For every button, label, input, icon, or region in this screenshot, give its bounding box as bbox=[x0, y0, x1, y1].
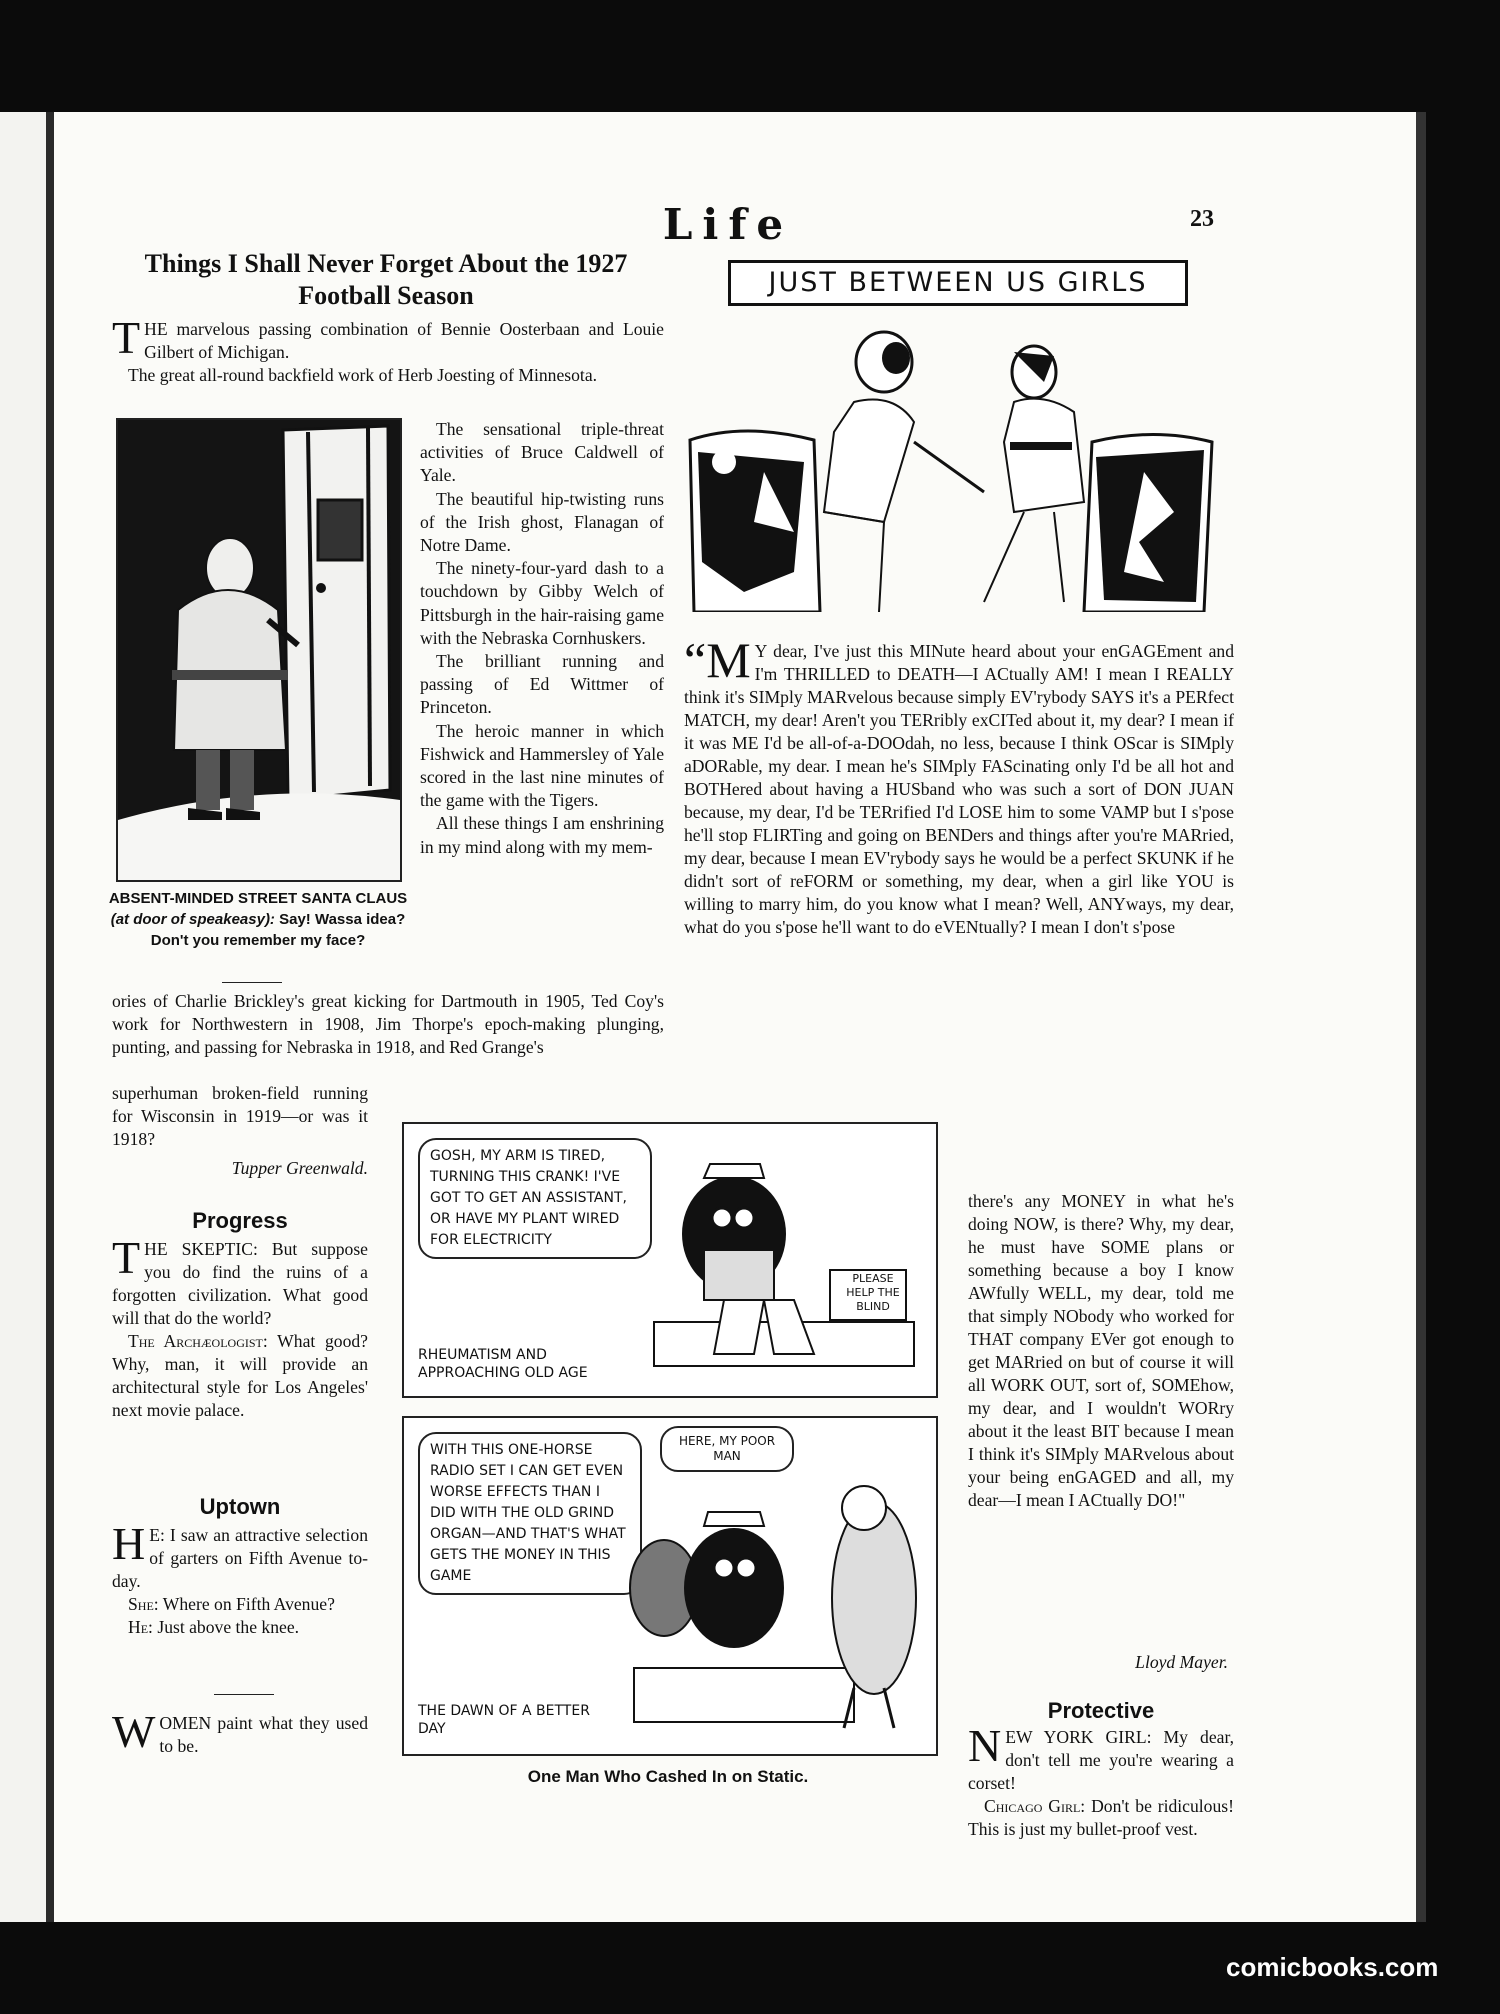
panel2-speech-bubble: WITH THIS ONE-HORSE RADIO SET I CAN GET EVEN WORSE EFFECTS THAN I DID WITH THE OLD GRIND ORGAN—AND THAT'S WHAT GETS THE MONEY IN THIS GAME bbox=[418, 1432, 642, 1595]
page-edge-shadow bbox=[1416, 112, 1426, 1922]
girls-header-box bbox=[728, 260, 1188, 306]
santa-caption: ABSENT-MINDED STREET SANTA CLAUS (at door of speakeasy): Say! Wassa idea? Don't you remember my face? bbox=[108, 890, 408, 949]
girls-header: JUST BETWEEN US GIRLS bbox=[768, 267, 1148, 298]
divider bbox=[222, 982, 282, 983]
masthead: Life bbox=[662, 200, 794, 249]
previous-page-edge bbox=[0, 112, 46, 1922]
panel2-speech-bubble-2: HERE, MY POOR MAN bbox=[660, 1426, 794, 1472]
uptown-title: Uptown bbox=[199, 1494, 281, 1519]
girls-signature: Lloyd Mayer. bbox=[1135, 1652, 1228, 1672]
girls-p1: Y dear, I've just this MINute heard about your enGAGEment and I'm THRILLED to DEATH—I ACtually AM! I mean I REALLY think it's SIMply MARvelous because simply EV'rybody SAYS it's a PERfect MATCH, my dear! Aren't you TERribly exCITed about it, my dear? I mean if it was ME I'd be all-of-a-DOOdah, no less, because I think OScar is SIMply aDORable, my dear. I mean he's SIMply FAScinating only I'd be all hot and BOTHered about having a HUSband who was such a sort of DON JUAN because, my dear, I'd be TERrified I'd LOSE him to some VAMP but I s'pose he'll stop FLIRTing and going on BENDers and things after you're MARried, my dear, because I mean EV'rybody says he would be a perfect SKUNK if he didn't sort of reFORM or something, my dear, when a girl like YOU is willing to marry him, do you know what I mean? Well, ANYways, my dear, what do you s'pose he'll want to do eVENtually? I mean I don't s'pose bbox=[684, 641, 1234, 937]
football-intro bbox=[112, 312, 664, 387]
girls-body: “M Y dear, I've just this MINute heard about your enGAGEment and I'm THRILLED to DEATH—I ACtually AM! I mean I REALLY think it's SIMply MARvelous because simply EV'rybody SAYS it's a PERfect MATCH, my dear! Aren't you TERribly exCITed about it, my dear? I mean if it was ME I'd be all-of-a-DOOdah, no less, because I think OScar is SIMply aDORable, my dear. I mean he's SIMply FAScinating only I'd be all hot and BOTHered about having a HUSband who was such a sort of DON JUAN because, my dear, I'd be TERrified I'd LOSE him to some VAMP but I s'pose he'll stop FLIRTing and going on BENDers and things after you're MARried, my dear, because I mean EV'rybody says he would be a perfect SKUNK if he didn't sort of reFORM or something, my dear, when a girl like YOU is willing to marry him, do you know what I mean? Well, ANYways, my dear, what do you s'pose he'll want to do eVENtually? I mean I don't s'pose bbox=[684, 632, 1234, 937]
page-number: 23 bbox=[1190, 206, 1214, 232]
comic-panel-2 bbox=[402, 1416, 938, 1756]
uptown-body: H E: I saw an attractive selection of garters on Fifth Avenue to-day. She: Where on Fifth Avenue? He: Just above the knee. bbox=[112, 1518, 368, 1637]
football-signature: Tupper Greenwald. bbox=[231, 1158, 368, 1178]
organ-grinder-figure bbox=[644, 1154, 934, 1374]
girls-illustration bbox=[684, 312, 1224, 612]
santa-cartoon bbox=[116, 418, 402, 882]
watermark: comicbooks.com bbox=[1226, 1952, 1439, 1982]
panel1-label: RHEUMATISM AND APPROACHING OLD AGE bbox=[418, 1347, 588, 1381]
football-p3: The sensational triple-threat activities of Bruce Caldwell of Yale. bbox=[420, 419, 664, 486]
panel1-sign: PLEASE HELP THE BLIND bbox=[846, 1272, 900, 1313]
comic-panel-1 bbox=[402, 1122, 938, 1398]
girls-p2: there's any MONEY in what he's doing NOW, is there? Why, my dear, he must have SOME plans or something because a boy I know AWfully WELL, my dear, told me that simply NObody who worked for THAT company EVer got enough to get MARried on but of course it will all WORK OUT, sort of, SOMEhow, my dear, and I wouldn't WORry about it the least BIT because I mean I think it's SIMply MARvelous about your being enGAGED and all, my dear—I mean I ACtually DO!" bbox=[968, 1191, 1234, 1510]
protective-title: Protective bbox=[1047, 1698, 1155, 1723]
progress-title: Progress bbox=[192, 1208, 288, 1233]
football-p8c: superhuman broken-field running for Wisconsin in 1919—or was it 1918? bbox=[112, 1083, 368, 1149]
comic-caption: One Man Who Cashed In on Static. bbox=[527, 1767, 809, 1786]
football-headline: Things I Shall Never Forget About the 1927 Football Season bbox=[144, 249, 628, 310]
women-joke: WOMEN paint what they used to be. bbox=[112, 1706, 368, 1757]
football-p8b: ories of Charlie Brickley's great kicking for Dartmouth in 1905, Ted Coy's work for Northwestern in 1908, Jim Thorpe's epoch-making plunging, punting, and passing for Nebraska in 1918, and Red Grange's bbox=[112, 991, 664, 1057]
football-p4: The beautiful hip-twisting runs of the Irish ghost, Flanagan of Notre Dame. bbox=[420, 488, 664, 556]
panel2-label: THE DAWN OF A BETTER DAY bbox=[418, 1703, 590, 1737]
football-p2: The great all-round backfield work of Herb Joesting of Minnesota. bbox=[128, 365, 598, 385]
santa-illustration bbox=[118, 420, 400, 880]
football-p8a: All these things I am enshrining in my mind along with my mem- bbox=[420, 813, 664, 857]
football-p1: HE marvelous passing combination of Bennie Oosterbaan and Louie Gilbert of Michigan. bbox=[144, 319, 664, 362]
magazine-page bbox=[54, 112, 1416, 1922]
football-p6: The brilliant running and passing of Ed Wittmer of Princeton. bbox=[420, 651, 664, 718]
panel1-speech-bubble: GOSH, MY ARM IS TIRED, TURNING THIS CRANK! I'VE GOT TO GET AN ASSISTANT, OR HAVE MY PLANT WIRED FOR ELECTRICITY bbox=[418, 1138, 652, 1259]
binding-shadow bbox=[46, 112, 54, 1922]
dropcap-t: T bbox=[112, 312, 141, 363]
divider bbox=[214, 1694, 274, 1695]
football-p7: The heroic manner in which Fishwick and Hammersley of Yale scored in the last nine minutes of the game with the Tigers. bbox=[420, 720, 664, 811]
protective-body: NEW YORK GIRL: My dear, don't tell me you're wearing a corset! Chicago Girl: Don't be ridiculous! This is just my bullet-proof vest. bbox=[968, 1720, 1234, 1839]
progress-body: THE SKEPTIC: But suppose you do find the ruins of a forgotten civilization. What good will that do the world? The Archæologist: What good? Why, man, it will provide an architectural style for Los Angeles' next movie palace. bbox=[112, 1232, 368, 1420]
radio-grinder-figure bbox=[624, 1478, 934, 1738]
football-p5: The ninety-four-yard dash to a touchdown by Gibby Welch of Pittsburgh in the hair-raising game with the Nebraska Cornhuskers. bbox=[420, 558, 664, 648]
football-narrow-column bbox=[420, 418, 664, 859]
